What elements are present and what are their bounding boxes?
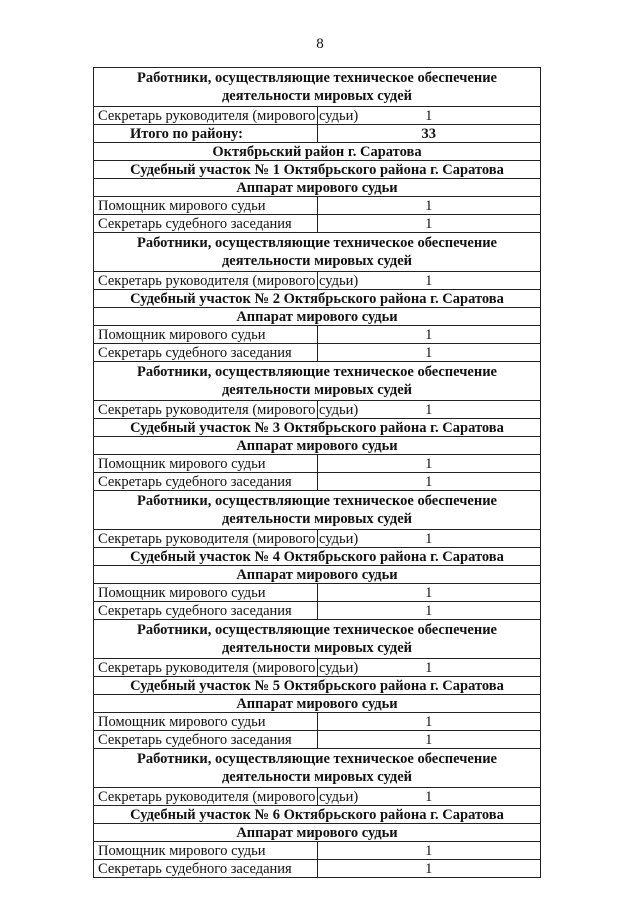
position-count: 1 [317, 455, 541, 473]
section-heading-row [94, 419, 541, 437]
section-heading: Судебный участок № 2 Октябрьского района г. Саратова [94, 290, 541, 308]
section-heading-row [94, 290, 541, 308]
section-heading-row [94, 695, 541, 713]
page-number: 8 [316, 36, 324, 52]
position-row [94, 272, 541, 290]
position-name: Помощник мирового судьи [94, 197, 318, 215]
section-heading: Аппарат мирового судьи [94, 695, 541, 713]
position-name: Секретарь судебного заседания [94, 731, 318, 749]
total-row [94, 125, 541, 143]
position-name: Помощник мирового судьи [94, 842, 318, 860]
section-heading: Аппарат мирового судьи [94, 566, 541, 584]
section-heading: Судебный участок № 5 Октябрьского района г. Саратова [94, 677, 541, 695]
position-name: Секретарь руководителя (мирового судьи) [94, 107, 318, 125]
section-heading: Судебный участок № 1 Октябрьского района г. Саратова [94, 161, 541, 179]
section-heading: Работники, осуществляющие техническое обеспечение деятельности мировых судей [94, 362, 541, 401]
section-heading-row-two-line [94, 491, 541, 530]
section-heading: Судебный участок № 6 Октябрьского района г. Саратова [94, 806, 541, 824]
position-count: 1 [317, 602, 541, 620]
position-count: 1 [317, 326, 541, 344]
section-heading-row [94, 677, 541, 695]
position-row [94, 713, 541, 731]
position-name: Секретарь руководителя (мирового судьи) [94, 659, 318, 677]
total-label: Итого по району: [94, 125, 318, 143]
position-count: 1 [317, 530, 541, 548]
position-name: Секретарь судебного заседания [94, 602, 318, 620]
section-heading-row [94, 824, 541, 842]
section-heading: Аппарат мирового судьи [94, 824, 541, 842]
staffing-table-body [94, 68, 541, 878]
position-name: Секретарь судебного заседания [94, 860, 318, 878]
section-heading-row [94, 143, 541, 161]
position-count: 1 [317, 107, 541, 125]
section-heading: Работники, осуществляющие техническое обеспечение деятельности мировых судей [94, 233, 541, 272]
position-count: 1 [317, 344, 541, 362]
total-count: 33 [317, 125, 541, 143]
position-name: Секретарь руководителя (мирового судьи) [94, 401, 318, 419]
position-row [94, 584, 541, 602]
position-count: 1 [317, 584, 541, 602]
position-row [94, 107, 541, 125]
section-heading-row [94, 437, 541, 455]
section-heading: Работники, осуществляющие техническое обеспечение деятельности мировых судей [94, 491, 541, 530]
position-name: Секретарь судебного заседания [94, 344, 318, 362]
position-row [94, 860, 541, 878]
position-name: Помощник мирового судьи [94, 713, 318, 731]
position-count: 1 [317, 860, 541, 878]
section-heading-row [94, 308, 541, 326]
position-row [94, 401, 541, 419]
section-heading-row-two-line [94, 620, 541, 659]
section-heading: Аппарат мирового судьи [94, 308, 541, 326]
position-name: Секретарь руководителя (мирового судьи) [94, 788, 318, 806]
section-heading-row-two-line [94, 362, 541, 401]
position-name: Секретарь судебного заседания [94, 473, 318, 491]
position-row [94, 455, 541, 473]
section-heading-row-two-line [94, 68, 541, 107]
position-count: 1 [317, 197, 541, 215]
section-heading: Работники, осуществляющие техническое обеспечение деятельности мировых судей [94, 68, 541, 107]
position-count: 1 [317, 731, 541, 749]
section-heading: Октябрьский район г. Саратова [94, 143, 541, 161]
section-heading-row [94, 806, 541, 824]
section-heading-row-two-line [94, 749, 541, 788]
position-row [94, 473, 541, 491]
position-count: 1 [317, 401, 541, 419]
position-row [94, 344, 541, 362]
position-count: 1 [317, 842, 541, 860]
section-heading-row [94, 548, 541, 566]
position-name: Секретарь руководителя (мирового судьи) [94, 530, 318, 548]
position-count: 1 [317, 473, 541, 491]
section-heading: Аппарат мирового судьи [94, 437, 541, 455]
position-row [94, 530, 541, 548]
staffing-table [93, 67, 541, 878]
position-row [94, 602, 541, 620]
position-name: Секретарь судебного заседания [94, 215, 318, 233]
section-heading: Аппарат мирового судьи [94, 179, 541, 197]
position-count: 1 [317, 788, 541, 806]
section-heading-row [94, 566, 541, 584]
position-row [94, 197, 541, 215]
position-row [94, 659, 541, 677]
position-row [94, 326, 541, 344]
position-count: 1 [317, 713, 541, 731]
position-count: 1 [317, 272, 541, 290]
position-name: Секретарь руководителя (мирового судьи) [94, 272, 318, 290]
position-row [94, 731, 541, 749]
section-heading: Работники, осуществляющие техническое обеспечение деятельности мировых судей [94, 620, 541, 659]
position-row [94, 788, 541, 806]
section-heading-row [94, 161, 541, 179]
position-row [94, 215, 541, 233]
section-heading: Судебный участок № 4 Октябрьского района г. Саратова [94, 548, 541, 566]
section-heading: Работники, осуществляющие техническое обеспечение деятельности мировых судей [94, 749, 541, 788]
position-name: Помощник мирового судьи [94, 326, 318, 344]
section-heading: Судебный участок № 3 Октябрьского района г. Саратова [94, 419, 541, 437]
position-row [94, 842, 541, 860]
position-name: Помощник мирового судьи [94, 584, 318, 602]
position-count: 1 [317, 659, 541, 677]
position-count: 1 [317, 215, 541, 233]
section-heading-row-two-line [94, 233, 541, 272]
position-name: Помощник мирового судьи [94, 455, 318, 473]
section-heading-row [94, 179, 541, 197]
